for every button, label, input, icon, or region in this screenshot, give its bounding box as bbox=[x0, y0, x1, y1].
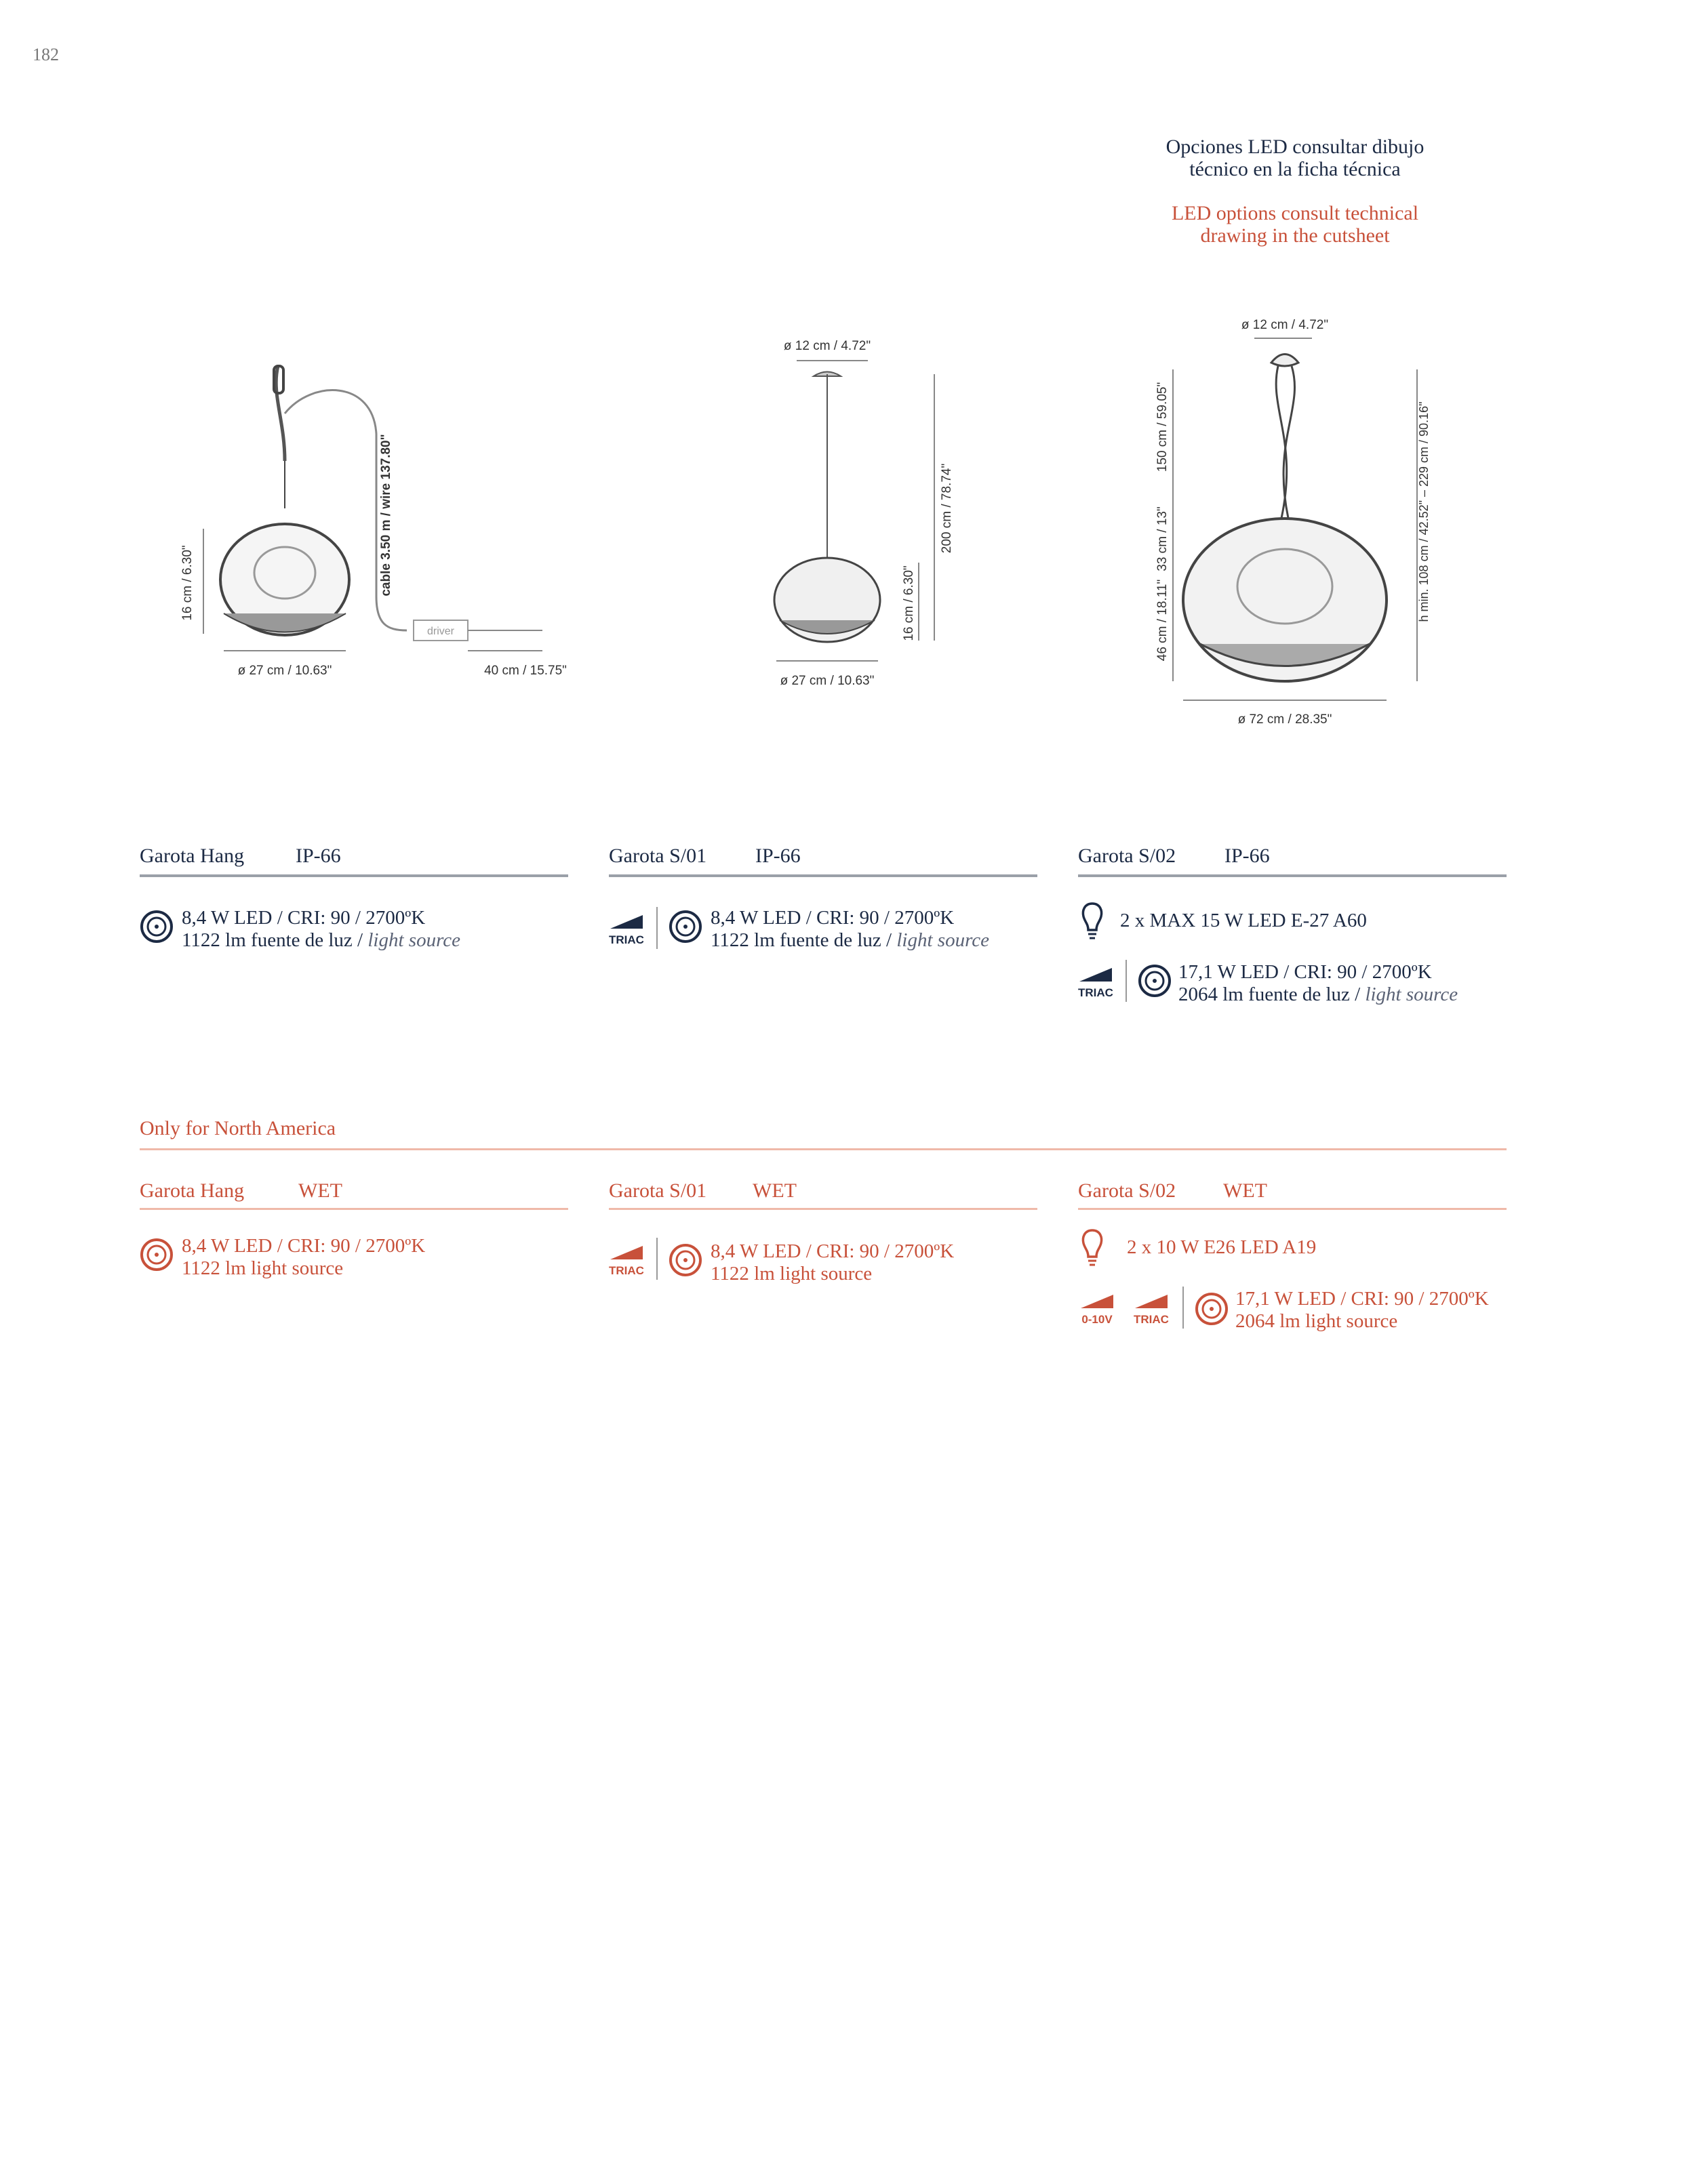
ip-s01-line2-b: light source bbox=[896, 929, 990, 951]
hang-diameter-label: ø 27 cm / 10.63" bbox=[237, 664, 332, 678]
ip-hang-line1: 8,4 W LED / CRI: 90 / 2700ºK bbox=[182, 907, 426, 929]
led-note-en-line1: LED options consult technical bbox=[1171, 202, 1419, 224]
ip-s01-line2-a: 1122 lm fuente de luz / bbox=[711, 929, 897, 951]
bulb-icon bbox=[1081, 1228, 1104, 1269]
na-hang-name: Garota Hang bbox=[140, 1179, 245, 1202]
na-hang-line1: 8,4 W LED / CRI: 90 / 2700ºK bbox=[182, 1235, 426, 1257]
triac-label: TRIAC bbox=[1134, 1313, 1169, 1326]
na-s01-name: Garota S/01 bbox=[609, 1179, 707, 1202]
ip-s01-name: Garota S/01 bbox=[609, 845, 707, 867]
north-america-rule bbox=[140, 1148, 1507, 1150]
s02-d1-label: 150 cm / 59.05" bbox=[1155, 382, 1170, 472]
divider bbox=[1126, 960, 1127, 1002]
ip-s01-line2 bbox=[711, 929, 989, 952]
garota-s01-drawing bbox=[753, 332, 983, 705]
ip-s02-line1: 17,1 W LED / CRI: 90 / 2700ºK bbox=[1178, 961, 1432, 983]
s02-d3-label: 46 cm / 18.11" bbox=[1155, 579, 1170, 662]
na-s02-bulb-line: 2 x 10 W E26 LED A19 bbox=[1127, 1236, 1317, 1258]
s01-diameter-label: ø 27 cm / 10.63" bbox=[780, 674, 875, 688]
ip-hang-spec bbox=[182, 907, 460, 952]
garota-hang-drawing bbox=[149, 352, 570, 705]
ip-s01-code: IP-66 bbox=[755, 845, 801, 867]
ip-s01-line1: 8,4 W LED / CRI: 90 / 2700ºK bbox=[711, 907, 955, 929]
na-s01-code: WET bbox=[753, 1179, 797, 1202]
s02-top-diameter-label: ø 12 cm / 4.72" bbox=[1241, 318, 1329, 332]
triac-icon bbox=[1078, 965, 1115, 1002]
ip-s01-header bbox=[609, 845, 1036, 872]
na-s02-rule bbox=[1078, 1208, 1507, 1210]
led-note-es-line2: técnico en la ficha técnica bbox=[1189, 158, 1401, 180]
page-number: 182 bbox=[33, 45, 59, 64]
led-module-icon bbox=[669, 1243, 702, 1277]
hang-driver-length-label: 40 cm / 15.75" bbox=[484, 664, 567, 678]
ip-s02-line2-b: light source bbox=[1365, 984, 1458, 1005]
s01-height-label: 16 cm / 6.30" bbox=[902, 565, 916, 641]
ip-hang-line2-a: 1122 lm fuente de luz / bbox=[182, 929, 368, 951]
triac-label: TRIAC bbox=[609, 933, 644, 946]
na-s01-spec bbox=[711, 1240, 954, 1285]
na-hang-line2: 1122 lm light source bbox=[182, 1257, 344, 1279]
zero-ten-v-icon bbox=[1078, 1292, 1119, 1329]
led-module-icon bbox=[140, 910, 174, 944]
garota-s02-drawing bbox=[1139, 308, 1478, 742]
ip-hang-code: IP-66 bbox=[296, 845, 341, 867]
na-s02-spec bbox=[1235, 1288, 1489, 1333]
triac-label: TRIAC bbox=[609, 1264, 644, 1277]
led-note-es-line1: Opciones LED consultar dibujo bbox=[1166, 136, 1425, 158]
ip-s02-bulb-line: 2 x MAX 15 W LED E-27 A60 bbox=[1120, 910, 1367, 931]
s02-d2-label: 33 cm / 13" bbox=[1155, 506, 1170, 571]
na-s01-line1: 8,4 W LED / CRI: 90 / 2700ºK bbox=[711, 1240, 955, 1262]
led-module-icon bbox=[140, 1238, 174, 1272]
na-hang-header bbox=[140, 1179, 567, 1207]
led-module-icon bbox=[1138, 964, 1172, 998]
triac-label: TRIAC bbox=[1078, 986, 1113, 999]
led-module-icon bbox=[669, 910, 702, 944]
hang-cable-label: cable 3.50 m / wire 137.80" bbox=[379, 434, 393, 596]
s01-total-height-label: 200 cm / 78.74" bbox=[940, 463, 954, 554]
s02-h-range-label: h min. 108 cm / 42.52" – 229 cm / 90.16" bbox=[1417, 401, 1431, 622]
triac-icon bbox=[609, 1243, 645, 1280]
s02-diameter-label: ø 72 cm / 28.35" bbox=[1237, 712, 1332, 727]
na-s01-line2: 1122 lm light source bbox=[711, 1263, 873, 1285]
ip-s02-code: IP-66 bbox=[1224, 845, 1270, 867]
ip-hang-line2-b: light source bbox=[367, 929, 461, 951]
triac-icon bbox=[1134, 1292, 1170, 1329]
ip-s02-name: Garota S/02 bbox=[1078, 845, 1176, 867]
na-hang-spec bbox=[182, 1235, 425, 1280]
ip-s02-rule bbox=[1078, 874, 1507, 877]
na-hang-rule bbox=[140, 1208, 568, 1210]
bulb-icon bbox=[1081, 902, 1104, 942]
zero-ten-v-label: 0-10V bbox=[1081, 1313, 1113, 1326]
ip-s01-rule bbox=[609, 874, 1037, 877]
divider bbox=[656, 1238, 658, 1280]
ip-hang-name: Garota Hang bbox=[140, 845, 245, 867]
ip-s02-line2 bbox=[1178, 984, 1458, 1006]
ip-hang-line2 bbox=[182, 929, 460, 952]
na-hang-code: WET bbox=[298, 1179, 342, 1202]
na-s02-line1: 17,1 W LED / CRI: 90 / 2700ºK bbox=[1235, 1288, 1489, 1310]
led-options-note bbox=[1085, 136, 1505, 247]
led-module-icon bbox=[1195, 1292, 1229, 1326]
na-s02-code: WET bbox=[1223, 1179, 1267, 1202]
na-s02-line2: 2064 lm light source bbox=[1235, 1310, 1398, 1332]
north-america-label: Only for North America bbox=[140, 1117, 336, 1139]
na-s01-rule bbox=[609, 1208, 1037, 1210]
s01-top-diameter-label: ø 12 cm / 4.72" bbox=[783, 339, 871, 353]
ip-s02-header bbox=[1078, 845, 1505, 872]
hang-height-label: 16 cm / 6.30" bbox=[180, 545, 195, 621]
na-s02-header bbox=[1078, 1179, 1505, 1207]
driver-label: driver bbox=[426, 626, 455, 637]
ip-hang-rule bbox=[140, 874, 568, 877]
ip-s02-line2-a: 2064 lm fuente de luz / bbox=[1178, 984, 1366, 1005]
divider bbox=[1182, 1287, 1184, 1329]
triac-icon bbox=[609, 912, 645, 949]
ip-s01-spec bbox=[711, 907, 989, 952]
na-s01-header bbox=[609, 1179, 1036, 1207]
ip-hang-header bbox=[140, 845, 567, 872]
ip-s02-spec bbox=[1178, 961, 1458, 1006]
divider bbox=[656, 907, 658, 949]
na-s02-name: Garota S/02 bbox=[1078, 1179, 1176, 1202]
led-note-en-line2: drawing in the cutsheet bbox=[1200, 224, 1390, 247]
